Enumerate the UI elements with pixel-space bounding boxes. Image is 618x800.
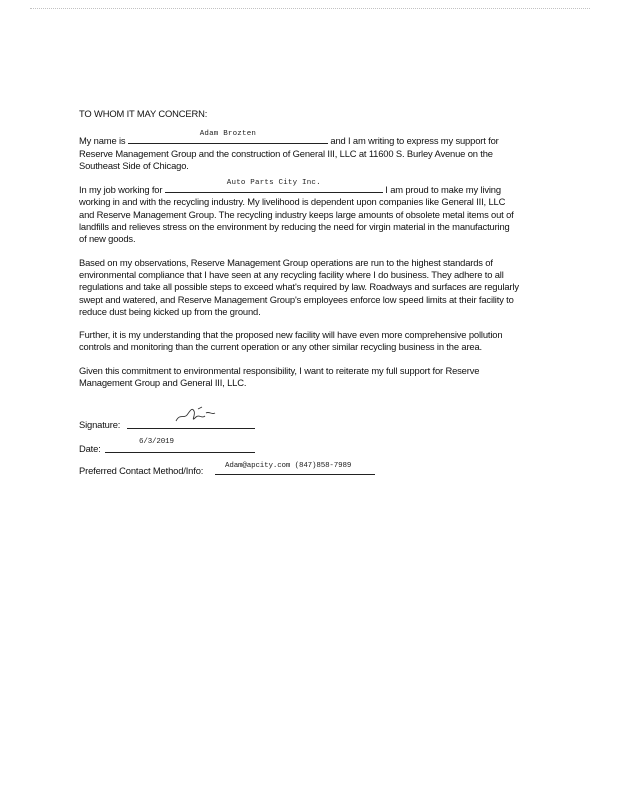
employer-blank [165, 178, 383, 193]
salutation: TO WHOM IT MAY CONCERN: [79, 108, 208, 119]
date-fill: 6/3/2019 [139, 438, 174, 447]
paragraph-employer [79, 178, 519, 245]
paragraph-observations: Based on my observations, Reserve Management Group operations are run to the highest standards of environmental compliance that I have seen at any recycling facility where I do business. They adhere to all regulations and take all possible steps to exceed what's required by law. Roadways and surfaces are regularly swept and watered, and Reserve Management Group's employees enforce low speed limits at their facility to reduce dust being kicked up from the ground. [79, 256, 519, 317]
date-row [79, 433, 519, 457]
name-prefix: My name is [79, 135, 126, 147]
date-line [105, 452, 255, 453]
signature-row [79, 407, 519, 433]
contact-line [215, 474, 375, 475]
contact-row [79, 457, 519, 479]
support-letter [79, 108, 519, 479]
name-suffix: and I am writing to express my support for Reserve Management Group and the construction of General III, LLC at 11600 S. Burley Avenue on the Southeast Side of Chicago. [79, 135, 499, 171]
fax-header-strip [30, 8, 590, 19]
paragraph-name [79, 130, 519, 172]
employer-suffix: I am proud to make my living working in and with the recycling industry. My livelihood is dependent upon companies like General III, LLC and Reserve Management Group. The recycling industry keeps large amounts of obsolete metal items out of landfills and relieves stress on the environment by reducing the need for virgin material in the manufacturing of new goods. [79, 184, 514, 245]
employer-fill: Auto Parts City Inc. [226, 178, 321, 187]
signature-label: Signature: [79, 419, 121, 431]
handwritten-signature [172, 401, 218, 427]
employer-prefix: In my job working for [79, 184, 163, 196]
signature-line [127, 428, 255, 429]
signature-block [79, 407, 519, 479]
contact-fill: Adam@apcity.com (847)858-7989 [225, 462, 352, 471]
name-fill: Adam Brozten [199, 130, 257, 138]
paragraph-commitment: Given this commitment to environmental responsibility, I want to reiterate my full support for Reserve Management Group and General III, LLC. [79, 364, 480, 389]
contact-label: Preferred Contact Method/Info: [79, 465, 204, 477]
name-blank [128, 130, 328, 144]
date-label: Date: [79, 443, 101, 455]
paragraph-new-facility: Further, it is my understanding that the proposed new facility will have even more comprehensive pollution controls and monitoring than the current operation or any other similar recycling business in the area. [79, 329, 503, 353]
